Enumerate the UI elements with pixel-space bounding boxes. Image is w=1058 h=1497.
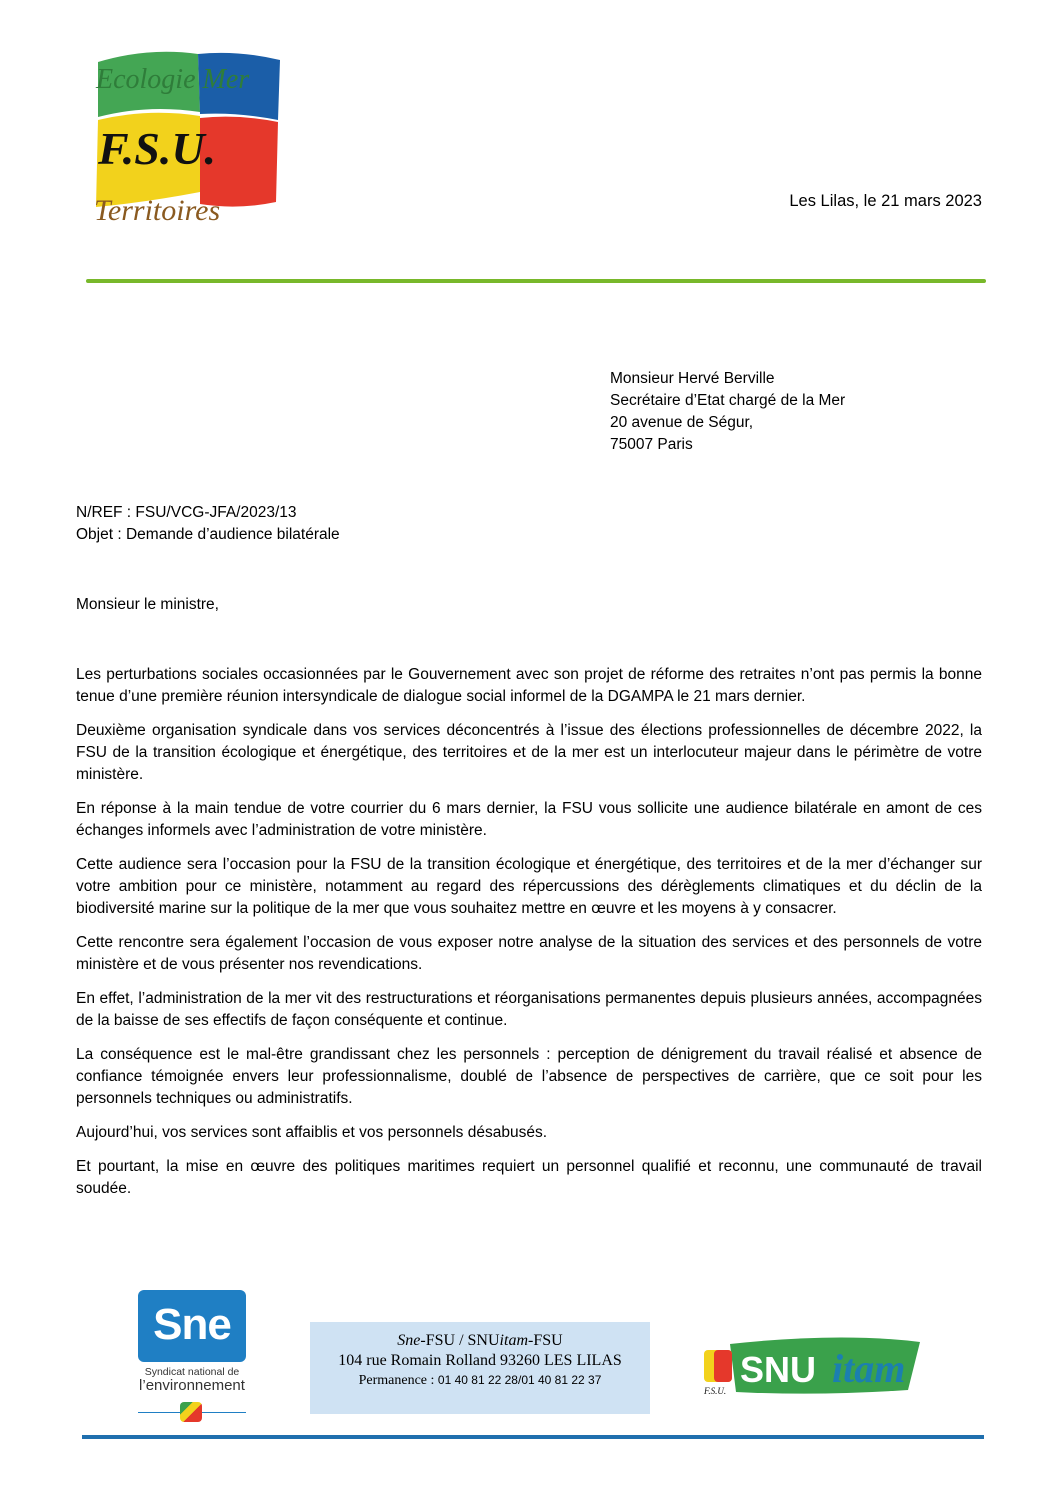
snuitam-logo	[700, 1322, 970, 1412]
body-paragraph: Et pourtant, la mise en œuvre des politiques maritimes requiert un personnel qualifié et reconnu, une communauté de travail soudée.	[76, 1158, 982, 1197]
snuitam-mark-text: F.S.U.	[704, 1386, 727, 1396]
sne-logo-subtitle-2: l’environnement	[139, 1377, 245, 1394]
sne-logo-subtitle-1: Syndicat national de	[144, 1366, 240, 1378]
footer-divider	[82, 1435, 984, 1439]
letter-references	[76, 502, 340, 546]
body-paragraph: Cette rencontre sera également l’occasion de vous exposer notre analyse de la situation des services et des personnels de votre ministère et de vous présenter nos revendications.	[76, 934, 982, 973]
recipient-line: 20 avenue de Ségur,	[610, 414, 754, 431]
fsu-logo-graphic	[88, 42, 288, 232]
sne-logo-title: Sne	[138, 1290, 246, 1362]
salutation: Monsieur le ministre,	[76, 596, 219, 613]
logo-bottom-text: Territoires	[94, 194, 221, 227]
footer-phone: Permanence : 01 40 81 22 28/01 40 81 22 37	[358, 1373, 602, 1388]
header-divider	[86, 279, 986, 283]
footer-street-address: 104 rue Romain Rolland 93260 LES LILAS	[338, 1352, 622, 1369]
snuitam-text-itam: itam	[832, 1346, 906, 1391]
reference-number: N/REF : FSU/VCG-JFA/2023/13	[76, 504, 297, 521]
fsu-logo	[88, 42, 288, 232]
recipient-line: Secrétaire d’Etat chargé de la Mer	[610, 392, 846, 409]
footer-organization: Sne-FSU / SNUitam-FSU	[397, 1332, 563, 1349]
fsu-mark-icon	[180, 1402, 202, 1422]
recipient-address	[610, 368, 845, 456]
logo-middle-text: F.S.U.	[98, 123, 217, 174]
letter-date: Les Lilas, le 21 mars 2023	[789, 192, 982, 210]
recipient-line: Monsieur Hervé Berville	[610, 370, 775, 387]
logo-top-text: Ecologie Mer	[96, 64, 250, 95]
letter-body	[76, 664, 982, 1212]
recipient-line: 75007 Paris	[610, 436, 693, 453]
body-paragraph: Cette audience sera l’occasion pour la FSU de la transition écologique et énergétique, des territoires et de la mer d’échanger sur votre ambition pour ce ministère, notamment au regard des répercussions des dérèglements climatiques et du déclin de la biodiversité marine sur la politique de la mer que vous souhaitez mettre en œuvre et les moyens à y consacrer.	[76, 856, 982, 917]
body-paragraph: Aujourd’hui, vos services sont affaiblis et vos personnels désabusés.	[76, 1124, 548, 1141]
snuitam-text-snu: SNU	[740, 1349, 817, 1390]
footer-address-box	[310, 1322, 650, 1414]
body-paragraph: En réponse à la main tendue de votre courrier du 6 mars dernier, la FSU vous sollicite une audience bilatérale en amont de ces échanges informels avec l’administration de votre ministère.	[76, 800, 982, 839]
body-paragraph: En effet, l’administration de la mer vit des restructurations et réorganisations permanentes depuis plusieurs années, accompagnées de la baisse de ses effectifs de façon conséquente et continue.	[76, 990, 982, 1029]
letter-subject: Objet : Demande d’audience bilatérale	[76, 526, 340, 543]
snuitam-logo-graphic	[700, 1322, 970, 1412]
sne-logo	[136, 1290, 248, 1430]
body-paragraph: Deuxième organisation syndicale dans vos services déconcentrés à l’issue des élections professionnelles de décembre 2022, la FSU de la transition écologique et énergétique, des territoires et de la mer est un interlocuteur majeur dans le périmètre de votre ministère.	[76, 722, 982, 783]
body-paragraph: La conséquence est le mal-être grandissant chez les personnels : perception de dénigrement du travail réalisé et absence de confiance témoignée envers leur professionnalisme, doublé de l’absence de perspectives de carrière, que ce soit pour les personnels techniques ou administratifs.	[76, 1046, 982, 1107]
body-paragraph: Les perturbations sociales occasionnées par le Gouvernement avec son projet de réforme des retraites n’ont pas permis la bonne tenue d’une première réunion intersyndicale de dialogue social informel de la DGAMPA le 21 mars dernier.	[76, 666, 982, 705]
